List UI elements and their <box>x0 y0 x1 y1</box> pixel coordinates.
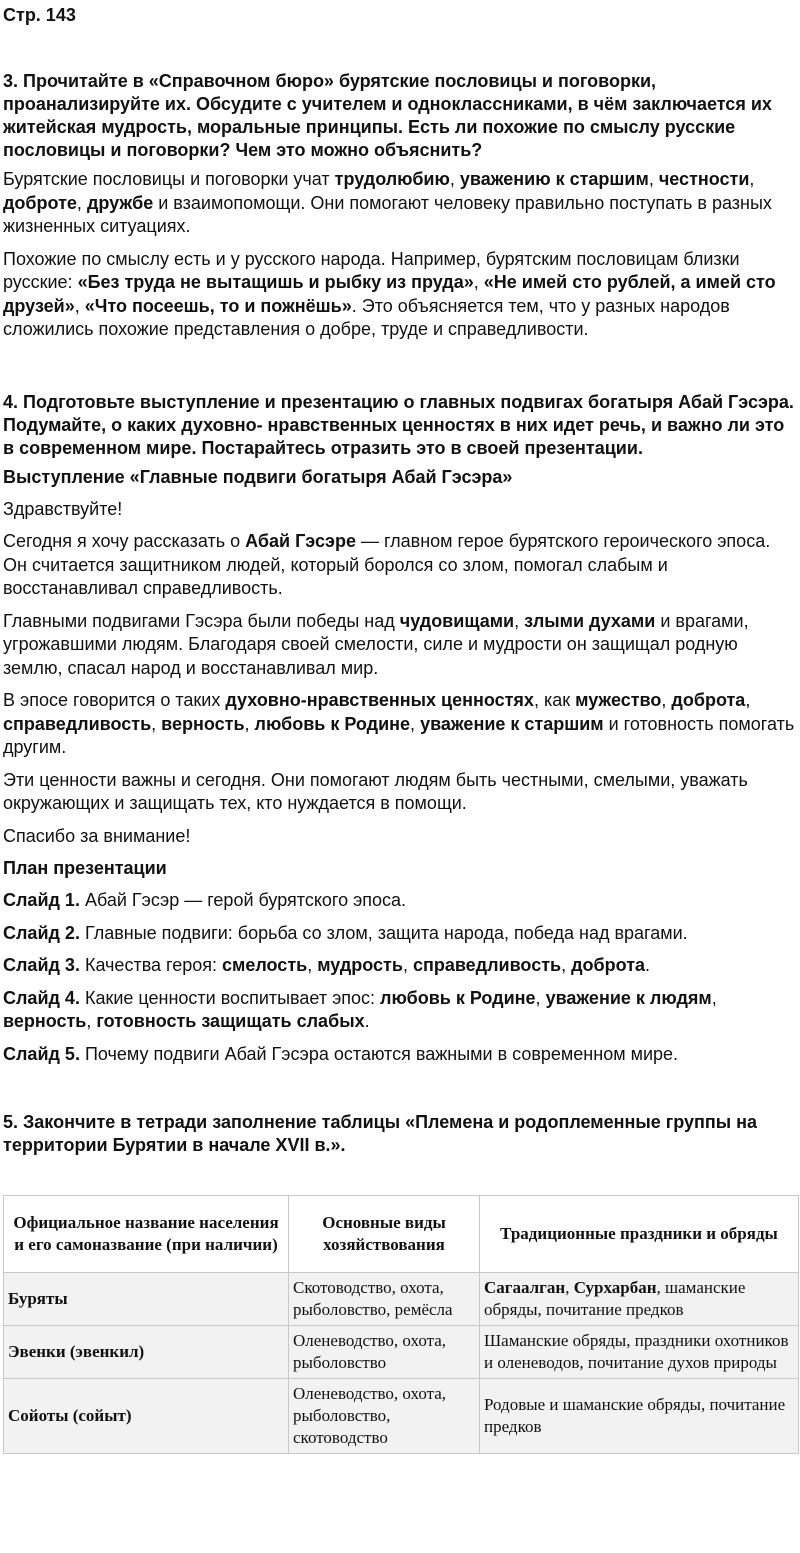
holidays-cell <box>480 1326 799 1379</box>
economy-cell: Оленеводство, охота, рыболовство, скотоводство <box>289 1379 480 1454</box>
table-header-row <box>4 1196 799 1273</box>
economy-cell: Оленеводство, охота, рыболовство <box>289 1326 480 1379</box>
text-run: , <box>402 955 413 975</box>
holidays-cell <box>480 1273 799 1326</box>
bold-text: верность <box>3 1011 87 1031</box>
speech-paragraph-4: Эти ценности важны и сегодня. Они помогают людям быть честными, смелыми, уважать окружающих и защищать тех, кто нуждается в помощи. <box>3 769 748 813</box>
text-run: , шаманские обряды, почитание предков <box>484 1278 746 1319</box>
slide-4 <box>3 987 797 1034</box>
text-run: — главном герое бурятского героического эпоса. Он считается защитником людей, который боролся со злом, помогал слабым и восстанавливал справедливость. <box>3 531 771 598</box>
task-3-question: 3. Прочитайте в «Справочном бюро» бурятские пословицы и поговорки, проанализируйте их. Обсудите с учителем и одноклассниками, в чём заключается их житейская мудрость, моральные принципы. Есть ли похожие по смыслу русские пословицы и поговорки? Чем это можно объяснить? <box>3 71 772 160</box>
text-run: , <box>473 272 484 292</box>
bold-text: Сагаалган <box>484 1278 566 1297</box>
bold-text: смелость <box>222 955 308 975</box>
greeting: Здравствуйте! <box>3 498 123 519</box>
text-run: Сегодня я хочу рассказать о <box>3 531 246 551</box>
column-header-economy: Основные виды хозяйствования <box>289 1196 480 1273</box>
text-run: Качества героя: <box>79 955 223 975</box>
text-run: Родовые и шаманские обряды, почитание предков <box>484 1395 786 1436</box>
text-run: и взаимопомощи. Они помогают человеку правильно поступать в разных жизненных ситуациях. <box>3 192 772 236</box>
table-row <box>4 1273 799 1326</box>
tribes-table <box>3 1195 799 1454</box>
people-name: Эвенки (эвенкил) <box>4 1326 289 1379</box>
bold-text: мудрость <box>317 955 403 975</box>
text-run: , <box>449 169 460 189</box>
bold-text: Слайд 1. <box>3 890 80 910</box>
bold-text: Слайд 4. <box>3 987 80 1008</box>
text-run: , <box>410 713 421 734</box>
people-name: Буряты <box>4 1273 289 1326</box>
bold-text: чудовищами <box>399 610 515 631</box>
text-run: , <box>749 169 755 189</box>
task-5-question: 5. Закончите в тетради заполнение таблицы «Племена и родоплеменные группы на территории Бурятии в начале XVII в.». <box>3 1112 758 1155</box>
text-run: , <box>76 192 87 213</box>
text-run: , как <box>533 690 576 710</box>
bold-text: уважение к людям <box>545 987 712 1008</box>
task-3-paragraph-1 <box>3 168 797 239</box>
text-run: Главными подвигами Гэсэра были победы над <box>3 610 400 631</box>
text-run: . Это объясняется тем, что у разных народов сложились похожие представления о добре, труде и справедливости. <box>3 295 730 339</box>
holidays-cell <box>480 1379 799 1454</box>
bold-text: доброта <box>671 690 746 710</box>
bold-text: честности <box>658 169 750 189</box>
bold-text: «Без труда не вытащишь и рыбку из пруда» <box>77 272 474 292</box>
bold-text: уважение к старшим <box>420 713 604 734</box>
bold-text: Сурхарбан <box>573 1278 657 1297</box>
text-run: Какие ценности воспитывает эпос: <box>79 987 381 1008</box>
text-run: , <box>561 955 572 975</box>
text-run: , <box>74 295 85 316</box>
slide-5 <box>3 1043 797 1067</box>
bold-text: Абай Гэсэре <box>245 531 356 551</box>
text-run: Главные подвиги: борьба со злом, защита народа, победа над врагами. <box>79 922 688 943</box>
text-run: и готовность помогать другим. <box>3 713 795 757</box>
bold-text: трудолюбию <box>334 169 450 189</box>
bold-text: уважению к старшим <box>459 169 649 189</box>
people-name: Сойоты (сойыт) <box>4 1379 289 1454</box>
task-4-question: 4. Подготовьте выступление и презентацию о главных подвигах богатыря Абай Гэсэра. Подумайте, о каких духовно- нравственных ценностях в них идет речь, и важно ли это в современном мире. Постарайтесь отразить это в своей презентации. <box>3 391 794 458</box>
text-run: , <box>661 690 672 710</box>
text-run: Бурятские пословицы и поговорки учат <box>3 169 335 189</box>
slide-3 <box>3 954 797 978</box>
text-run: , <box>514 610 525 631</box>
bold-text: справедливость <box>412 955 562 975</box>
text-run: В эпосе говорится о таких <box>3 690 226 710</box>
speech-title: Выступление «Главные подвиги богатыря Абай Гэсэра» <box>3 466 513 487</box>
bold-text: «Не имей сто рублей, а имей сто друзей» <box>3 272 776 316</box>
text-run: Шаманские обряды, праздники охотников и оленеводов, почитание духов природы <box>484 1331 789 1372</box>
thanks: Спасибо за внимание! <box>3 825 191 846</box>
bold-text: Слайд 2. <box>3 922 80 943</box>
economy-cell: Скотоводство, охота, рыболовство, ремёсла <box>289 1273 480 1326</box>
bold-text: любовь к Родине <box>380 987 536 1008</box>
plan-title: План презентации <box>3 858 167 878</box>
text-run: , <box>244 713 255 734</box>
text-run: . <box>364 1011 370 1031</box>
speech-paragraph-1 <box>3 530 797 601</box>
bold-text: готовность защищать слабых <box>96 1011 365 1031</box>
column-header-name: Официальное название населения и его самоназвание (при наличии) <box>4 1196 289 1273</box>
text-run: , <box>745 690 751 710</box>
text-run: , <box>648 169 659 189</box>
bold-text: доброта <box>571 955 646 975</box>
text-run: и врагами, угрожавшими людям. Благодаря своей смелости, силе и мудрости он защищал родную землю, спасал народ и восстанавливал мир. <box>3 610 749 678</box>
text-run: . <box>645 955 651 975</box>
bold-text: Слайд 3. <box>3 955 80 975</box>
bold-text: любовь к Родине <box>254 713 411 734</box>
text-run: , <box>535 987 546 1008</box>
bold-text: дружбе <box>86 192 154 213</box>
column-header-holidays: Традиционные праздники и обряды <box>480 1196 799 1273</box>
text-run: , <box>565 1278 574 1297</box>
page-number: Стр. 143 <box>3 5 76 25</box>
bold-text: Слайд 5. <box>3 1043 80 1064</box>
speech-paragraph-3 <box>3 689 797 760</box>
table-row <box>4 1326 799 1379</box>
bold-text: «Что посеешь, то и пожнёшь» <box>84 295 352 316</box>
text-run: Почему подвиги Абай Гэсэра остаются важными в современном мире. <box>79 1043 679 1064</box>
bold-text: мужество <box>575 690 662 710</box>
text-run: Абай Гэсэр — герой бурятского эпоса. <box>79 890 407 910</box>
slide-1 <box>3 889 797 913</box>
text-run: Похожие по смыслу есть и у русского народа. Например, бурятским пословицам близки русские: <box>3 248 740 292</box>
slide-2 <box>3 922 797 946</box>
task-3-paragraph-2 <box>3 248 797 342</box>
text-run: , <box>151 713 162 734</box>
text-run: , <box>86 1011 97 1031</box>
bold-text: верность <box>161 713 245 734</box>
bold-text: злыми духами <box>524 610 656 631</box>
table-row <box>4 1379 799 1454</box>
text-run: , <box>711 987 717 1008</box>
bold-text: духовно-нравственных ценностях <box>225 690 534 710</box>
text-run: , <box>307 955 318 975</box>
bold-text: справедливость <box>3 713 152 734</box>
speech-paragraph-2 <box>3 610 797 681</box>
bold-text: доброте <box>3 192 77 213</box>
